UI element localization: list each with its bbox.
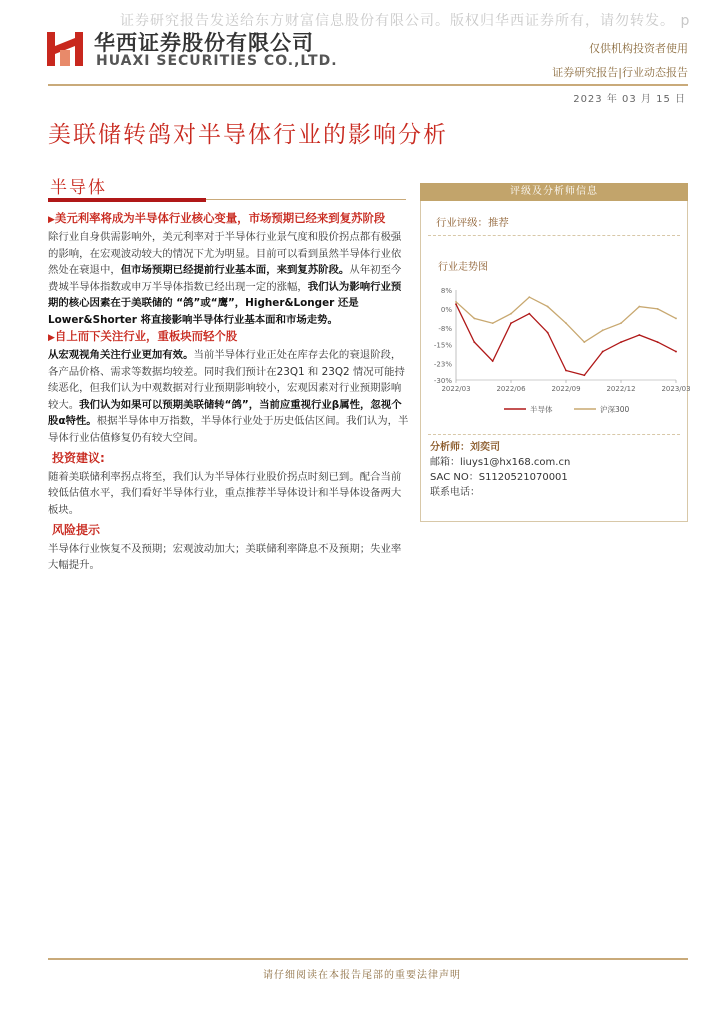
section-heading-2: ▶自上而下关注行业，重板块而轻个股 (48, 329, 238, 343)
data-point (620, 341, 622, 343)
section-heading-3: 投资建议: (52, 451, 105, 465)
section-body-2: 从宏观视角关注行业更加有效。当前半导体行业正处在库存去化的衰退阶段，各产品价格、需求等数据均较差。同时我们预计在23Q1 和 23Q2 情况可能持续恶化，但我们认为中观数据对行业预期影响较小，宏观因素对行业预期影响较大。我们认为如果可以预期美联储转“鸽”，当前应重视行业β属性，忽视个股α特性。根据半导体申万指数，半导体行业处于历史低估区间。我们认为，半导体行业估值修复仍有较大空间。 (48, 349, 409, 444)
data-point (583, 341, 585, 343)
analyst-info: 分析师：刘奕司 邮箱：liuys1@hx168.com.cn SAC NO：S1120521070001 联系电话： (430, 440, 680, 500)
panel-divider (428, 235, 680, 236)
data-point (473, 341, 475, 343)
data-point (638, 306, 640, 308)
sector-underline-thin (206, 199, 406, 200)
data-point (675, 318, 677, 320)
audience-note: 仅供机构投资者使用 (589, 42, 688, 55)
data-point (455, 303, 457, 305)
data-point (547, 306, 549, 308)
y-tick-label: -23% (433, 360, 452, 369)
x-tick-label: 2022/03 (441, 385, 471, 393)
industry-trend-chart (426, 282, 691, 424)
panel-divider-2 (428, 434, 680, 435)
huaxi-logo-icon (46, 28, 84, 68)
report-title: 美联储转鸽对半导体行业的影响分析 (48, 122, 448, 148)
data-point (528, 313, 530, 315)
company-name-cn: 华西证券股份有限公司 (94, 31, 314, 55)
x-tick-label: 2022/12 (606, 385, 636, 393)
sector-label: 半导体 (50, 178, 107, 198)
triangle-bullet-icon: ▶ (48, 333, 55, 343)
y-tick-label: 8% (440, 287, 452, 295)
section-heading-1: ▶美元利率将成为半导体行业核心变量，市场预期已经来到复苏阶段 (48, 211, 386, 225)
data-point (565, 322, 567, 324)
report-type: 证券研究报告|行业动态报告 (552, 66, 688, 79)
triangle-bullet-icon: ▶ (48, 215, 55, 225)
legal-footer: 请仔细阅读在本报告尾部的重要法律声明 (263, 970, 461, 981)
data-point (510, 313, 512, 315)
data-point (455, 301, 457, 303)
data-point (638, 334, 640, 336)
data-point (492, 360, 494, 362)
data-point (602, 329, 604, 331)
y-tick-label: 0% (440, 305, 452, 314)
footer-divider (48, 958, 688, 960)
company-name-en: HUAXI SECURITIES CO.,LTD. (96, 53, 338, 69)
legend-label: 沪深300 (600, 405, 630, 414)
y-tick-label: -8% (438, 324, 452, 333)
series-line-2 (456, 297, 676, 342)
section-body-1: 除行业自身供需影响外，美元利率对于半导体行业景气度和股价拐点都有极强的影响，在宏观波动较大的情况下尤为明显。目前可以看到虽然半导体行业依然处在衰退中，但市场预期已经提前行业基本面，来到复苏阶段。从年初至今费城半导体指数或申万半导体指数已经出现一定的涨幅，我们认为影响行业预期的核心因素在于美联储的 “鸽”或“鹰”，Higher&Longer 还是Lower&Shorter 将直接影响半导体行业基本面和市场走势。 (48, 231, 402, 326)
data-point (620, 322, 622, 324)
x-tick-label: 2022/06 (496, 385, 526, 393)
section-body-4: 半导体行业恢复不及预期；宏观波动加大；美联储利率降息不及预期；失业率大幅提升。 (48, 542, 402, 571)
data-point (473, 318, 475, 320)
y-tick-label: -30% (433, 377, 452, 385)
panel-title: 评级及分析师信息 (420, 183, 688, 201)
section-body-3: 随着美联储利率拐点将至，我们认为半导体行业股价拐点时刻已到。配合当前较低估值水平，我们看好半导体行业，重点推荐半导体设计和半导体设备两大板块。 (48, 470, 402, 516)
data-point (675, 351, 677, 353)
analyst-email[interactable]: liuys1@hx168.com.cn (460, 457, 571, 468)
data-point (583, 374, 585, 376)
industry-rating: 行业评级：推荐 (436, 217, 509, 229)
y-tick-label: -15% (433, 341, 452, 350)
data-point (492, 322, 494, 324)
data-point (547, 332, 549, 334)
sector-underline (48, 198, 206, 202)
data-point (510, 322, 512, 324)
data-point (602, 351, 604, 353)
header-divider (48, 84, 688, 86)
data-point (528, 296, 530, 298)
trend-chart-label: 行业走势图 (438, 262, 488, 273)
data-point (565, 370, 567, 372)
phone-label: 联系电话： (430, 487, 480, 498)
legend-label: 半导体 (530, 405, 553, 414)
summary-column (48, 210, 410, 574)
x-tick-label: 2022/09 (551, 385, 581, 393)
data-point (657, 308, 659, 310)
series-line-1 (456, 304, 676, 375)
section-heading-4: 风险提示 (52, 523, 101, 537)
x-tick-label: 2023/03 (661, 385, 691, 393)
watermark: 证券研究报告发送给东方财富信息股份有限公司。版权归华西证券所有，请勿转发。 p (120, 13, 691, 29)
analyst-name: 刘奕司 (470, 442, 500, 453)
report-date: 2023 年 03 月 15 日 (573, 94, 686, 105)
sac-number: S1120521070001 (478, 472, 568, 483)
data-point (657, 341, 659, 343)
